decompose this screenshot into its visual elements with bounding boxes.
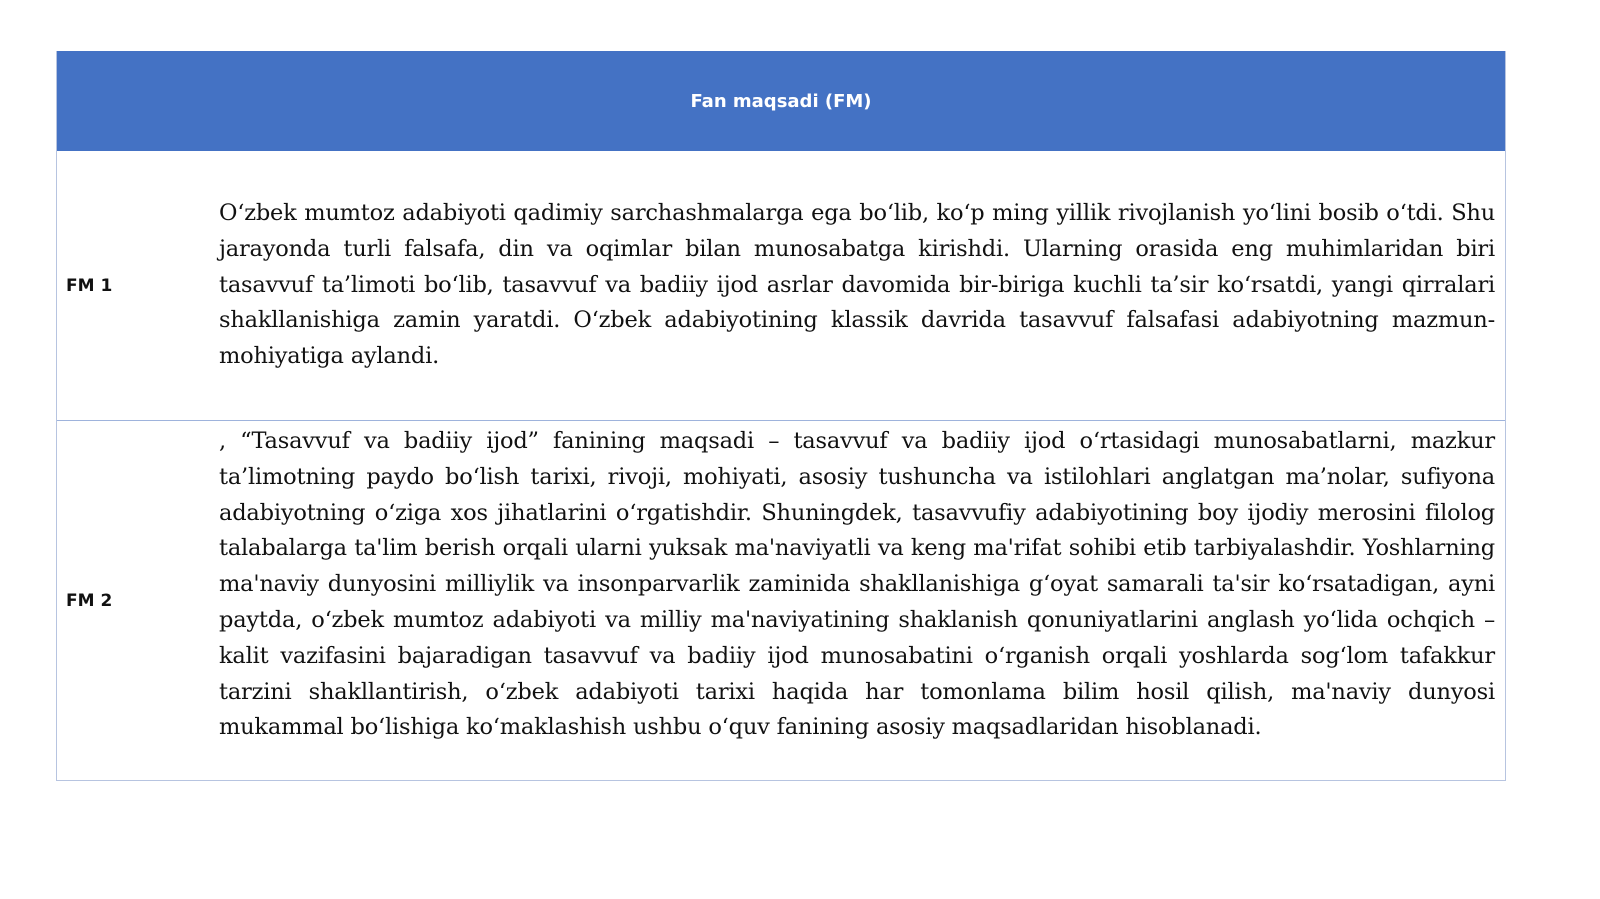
row-paragraph: O‘zbek mumtoz adabiyoti qadimiy sarchashmalarga ega bo‘lib, ko‘p ming yillik rivojlanish yo‘lini bosib o‘tdi. Shu jarayonda turli falsafa, din va oqimlar bilan munosabatga kirishdi. Ularning orasida eng muhimlaridan biri tasavvuf ta’limoti bo‘lib, tasavvuf va badiiy ijod asrlar davomida bir-biriga kuchli ta’sir ko‘rsatdi, yangi qirralari shakllanishiga zamin yaratdi. O‘zbek adabiyotining klassik davrida tasavvuf falsafasi adabiyotning mazmun-mohiyatiga aylandi. bbox=[219, 200, 1495, 370]
row-label-text: FM 2 bbox=[66, 590, 113, 611]
table-header bbox=[57, 51, 1505, 151]
row-text-cell bbox=[219, 421, 1505, 780]
table-row bbox=[57, 151, 1505, 421]
table-header-title: Fan maqsadi (FM) bbox=[690, 90, 872, 112]
row-label-text: FM 1 bbox=[66, 275, 113, 296]
table-row bbox=[57, 421, 1505, 780]
row-text-cell bbox=[219, 151, 1505, 420]
row-label bbox=[57, 151, 219, 420]
goals-table bbox=[56, 51, 1506, 781]
row-label bbox=[57, 421, 219, 780]
row-paragraph: , “Tasavvuf va badiiy ijod” fanining maqsadi – tasavvuf va badiiy ijod o‘rtasidagi munosabatlarni, mazkur ta’limotning paydo bo‘lish tarixi, rivoji, mohiyati, asosiy tushuncha va istilohlari anglatgan ma’nolar, sufiyona adabiyotning o‘ziga xos jihatlarini o‘rgatishdir. Shuningdek, tasavvufiy adabiyotining boy ijodiy merosini filolog talabalarga ta'lim berish orqali ularni yuksak ma'naviyatli va keng ma'rifat sohibi etib tarbiyalashdir. Yoshlarning ma'naviy dunyosini milliylik va insonparvarlik zaminida shakllanishiga g‘oyat samarali ta'sir ko‘rsatadigan, ayni paytda, o‘zbek mumtoz adabiyoti va milliy ma'naviyatining shaklanish qonuniyatlarini anglash yo‘lida ochqich – kalit vazifasini bajaradigan tasavvuf va badiiy ijod munosabatini o‘rganish orqali yoshlarda sog‘lom tafakkur tarzini shakllantirish, o‘zbek adabiyoti tarixi haqida har tomonlama bilim hosil qilish, ma'naviy dunyosi mukammal bo‘lishiga ko‘maklashish ushbu o‘quv fanining asosiy maqsadlaridan hisoblanadi. bbox=[219, 428, 1495, 741]
